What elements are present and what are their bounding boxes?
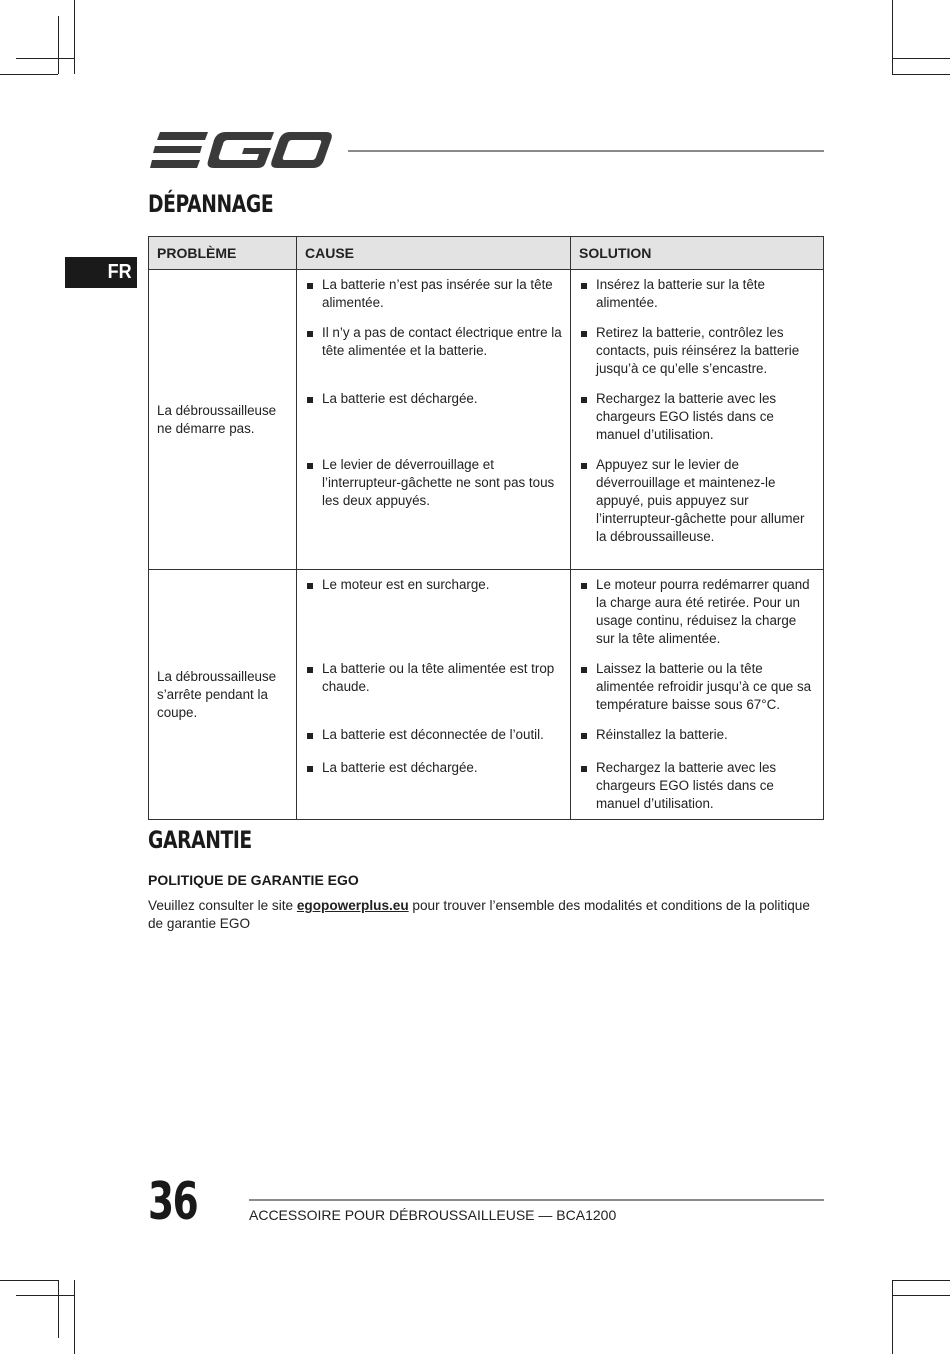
crop-mark [892,1280,893,1354]
problem-cell: La débroussailleuse s’arrête pendant la coupe. [149,570,297,820]
solution-item: Insérez la batterie sur la tête alimentée. [571,276,823,324]
ego-logo [150,128,332,172]
cause-item: La batterie n’est pas insérée sur la tête alimentée. [297,276,570,324]
cause-item: La batterie est déchargée. [297,759,570,777]
column-header-cause: CAUSE [297,237,571,270]
cause-cell [297,570,571,820]
problem-cell: La débroussailleuse ne démarre pas. [149,270,297,570]
crop-mark [0,74,58,75]
language-tab: FR [65,257,137,288]
solution-item: Rechargez la batterie avec les chargeurs EGO listés dans ce manuel d’utilisation. [571,759,823,813]
footer-text: ACCESSOIRE POUR DÉBROUSSAILLEUSE — BCA1200 [249,1207,617,1223]
footer-rule [249,1199,824,1201]
solution-item: Le moteur pourra redémarrer quand la charge aura été retirée. Pour un usage continu, réduisez la charge sur la tête alimentée. [571,576,823,660]
page-number: 36 [148,1172,198,1232]
crop-mark [58,16,59,74]
cause-item: Le levier de déverrouillage et l’interrupteur-gâchette ne sont pas tous les deux appuyés. [297,456,570,510]
solution-item: Retirez la batterie, contrôlez les contacts, puis réinsérez la batterie jusqu’à ce qu’elle s’encastre. [571,324,823,390]
table-row [149,570,824,820]
table-header-row [149,237,824,270]
warranty-text-before: Veuillez consulter le site [148,898,297,913]
crop-mark [892,1280,950,1281]
header-rule [348,150,824,152]
troubleshooting-table [148,236,824,820]
crop-mark [892,58,950,59]
crop-mark [74,1280,75,1354]
table-row [149,270,824,570]
cause-item: La batterie est déconnectée de l’outil. [297,726,570,759]
cause-item: Il n’y a pas de contact électrique entre la tête alimentée et la batterie. [297,324,570,390]
solution-item: Laissez la batterie ou la tête alimentée refroidir jusqu’à ce que sa température baisse sous 67°C. [571,660,823,726]
solution-cell [571,570,824,820]
solution-item: Appuyez sur le levier de déverrouillage et maintenez-le appuyé, puis appuyez sur l’interrupteur-gâchette pour allumer la débroussailleuse. [571,456,823,546]
warranty-link[interactable]: egopowerplus.eu [296,898,409,913]
cause-item: La batterie ou la tête alimentée est trop chaude. [297,660,570,726]
crop-mark [74,0,75,74]
crop-mark [892,1295,950,1296]
cause-item: La batterie est déchargée. [297,390,570,456]
warranty-text [148,897,818,933]
warranty-text-after: pour trouver l’ensemble des modalités et conditions de la politique de garantie EGO [148,898,810,931]
crop-mark [892,0,893,74]
section-title-warranty: GARANTIE [148,826,252,854]
cause-item: Le moteur est en surcharge. [297,576,570,660]
crop-mark [892,74,950,75]
solution-item: Réinstallez la batterie. [571,726,823,759]
solution-item: Rechargez la batterie avec les chargeurs EGO listés dans ce manuel d’utilisation. [571,390,823,456]
solution-cell [571,270,824,570]
section-title-troubleshooting: DÉPANNAGE [148,190,274,218]
crop-mark [16,58,74,59]
crop-mark [0,1280,58,1281]
crop-mark [58,1280,59,1338]
crop-mark [16,1295,74,1296]
column-header-solution: SOLUTION [571,237,824,270]
cause-cell [297,270,571,570]
warranty-subtitle: POLITIQUE DE GARANTIE EGO [148,872,359,888]
column-header-problem: PROBLÈME [149,237,297,270]
